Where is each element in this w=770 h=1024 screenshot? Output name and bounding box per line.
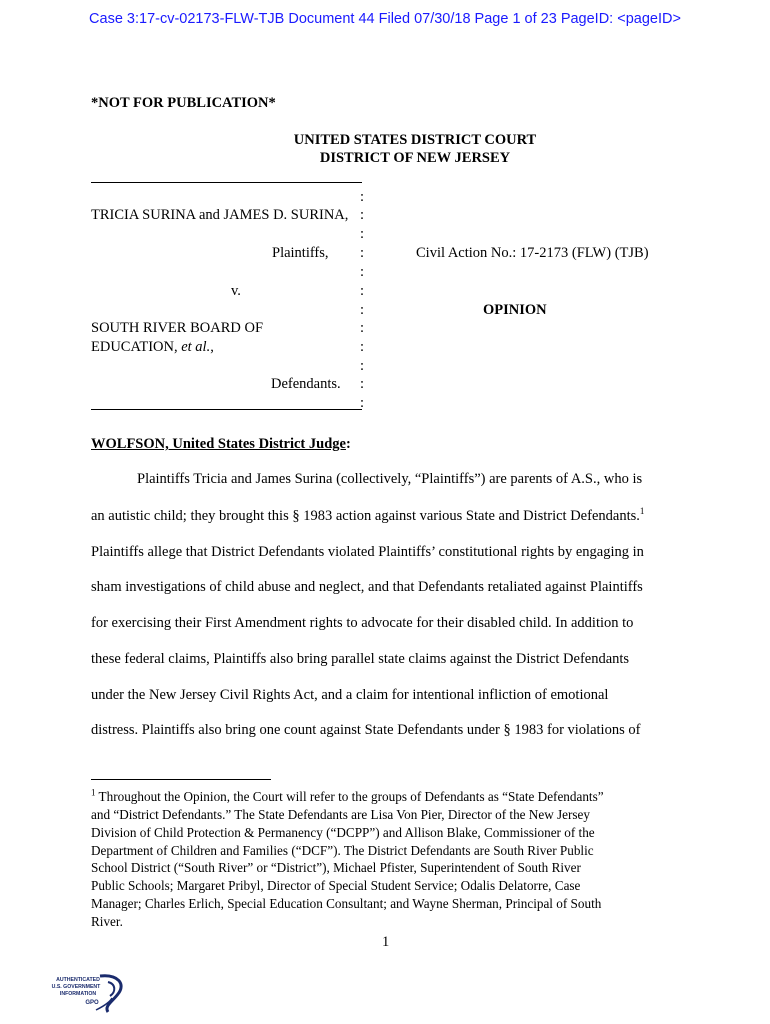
seal-text-2: U.S. GOVERNMENT xyxy=(51,984,101,990)
body-line-7: under the New Jersey Civil Rights Act, and a claim for intentional infliction of emotional xyxy=(91,687,609,703)
caption-bottom-rule xyxy=(91,409,362,410)
body-line-3: Plaintiffs allege that District Defendants violated Plaintiffs’ constitutional rights by engaging in xyxy=(91,544,644,560)
caption-colon: : xyxy=(360,395,365,411)
body-line-1: Plaintiffs Tricia and James Surina (collectively, “Plaintiffs”) are parents of A.S., who is xyxy=(137,471,643,487)
opinion-title: OPINION xyxy=(483,302,547,318)
caption-top-rule xyxy=(91,182,362,183)
seal-text-1: AUTHENTICATED xyxy=(56,977,100,983)
footnote-line-4: Department of Children and Families (“DCF”). The District Defendants are South River Public xyxy=(91,843,594,858)
body-line-5: for exercising their First Amendment rights to advocate for their disabled child. In addition to xyxy=(91,615,634,631)
footnote-ref: 1 xyxy=(639,506,645,517)
caption-colon: : xyxy=(360,376,365,392)
footnote-line-8: River. xyxy=(91,914,123,929)
seal-text-3: INFORMATION xyxy=(59,991,97,997)
caption-colon: : xyxy=(360,283,365,299)
caption-colon: : xyxy=(360,189,365,205)
not-for-publication: *NOT FOR PUBLICATION* xyxy=(91,95,276,111)
page-number: 1 xyxy=(382,934,390,950)
body-line-8: distress. Plaintiffs also bring one count against State Defendants under § 1983 for violations of xyxy=(91,722,641,738)
footnote-line-6: Public Schools; Margaret Pribyl, Director of Special Student Service; Odalis Delatorre, Case xyxy=(91,878,581,893)
caption-colon: : xyxy=(360,358,365,374)
body-line-2: an autistic child; they brought this § 1983 action against various State and District Defendants.$^1$ xyxy=(91,506,645,524)
caption-colon: : xyxy=(360,207,365,223)
footnote-line-5: School District (“South River” or “District”), Michael Pfister, Superintendent of South River xyxy=(91,860,581,875)
court-district: DISTRICT OF NEW JERSEY xyxy=(319,150,511,166)
caption-colon: : xyxy=(360,302,365,318)
caption-colon: : xyxy=(360,226,365,242)
court-name: UNITED STATES DISTRICT COURT xyxy=(293,132,537,148)
defendants-label: Defendants. xyxy=(271,376,341,392)
body-line-6: these federal claims, Plaintiffs also bring parallel state claims against the District Defendants xyxy=(91,651,630,667)
caption-colon: : xyxy=(360,339,365,355)
defendant-name-line2: EDUCATION, et al., xyxy=(91,339,214,355)
defendant-name-line1: SOUTH RIVER BOARD OF xyxy=(91,320,264,336)
footnote-rule xyxy=(91,779,271,780)
civil-action-number: Civil Action No.: 17-2173 (FLW) (TJB) xyxy=(416,245,649,261)
footnote-line-1: $^1$ Throughout the Opinion, the Court will refer to the groups of Defendants as “State Defendants” xyxy=(91,787,604,804)
gpo-seal-icon xyxy=(38,972,128,1014)
versus: v. xyxy=(231,283,241,299)
caption-colon: : xyxy=(360,264,365,280)
body-line-4: sham investigations of child abuse and neglect, and that Defendants retaliated against Plaintiffs xyxy=(91,579,643,595)
caption-colon: : xyxy=(360,245,365,261)
footnote-line-3: Division of Child Protection & Permanency (“DCPP”) and Allison Blake, Commissioner of the xyxy=(91,825,595,840)
caption-colon: : xyxy=(360,320,365,336)
plaintiffs-names: TRICIA SURINA and JAMES D. SURINA, xyxy=(91,207,349,223)
footnote-line-2: and “District Defendants.” The State Defendants are Lisa Von Pier, Director of the New Jersey xyxy=(91,807,590,822)
seal-text-4: GPO xyxy=(85,1000,99,1006)
footnote-line-7: Manager; Charles Erlich, Special Education Consultant; and Wayne Sherman, Principal of South xyxy=(91,896,602,911)
plaintiffs-label: Plaintiffs, xyxy=(272,245,329,261)
case-header: Case 3:17-cv-02173-FLW-TJB Document 44 Filed 07/30/18 Page 1 of 23 PageID: <pageID> xyxy=(89,11,681,27)
judge-heading: WOLFSON, United States District Judge: xyxy=(91,436,351,452)
